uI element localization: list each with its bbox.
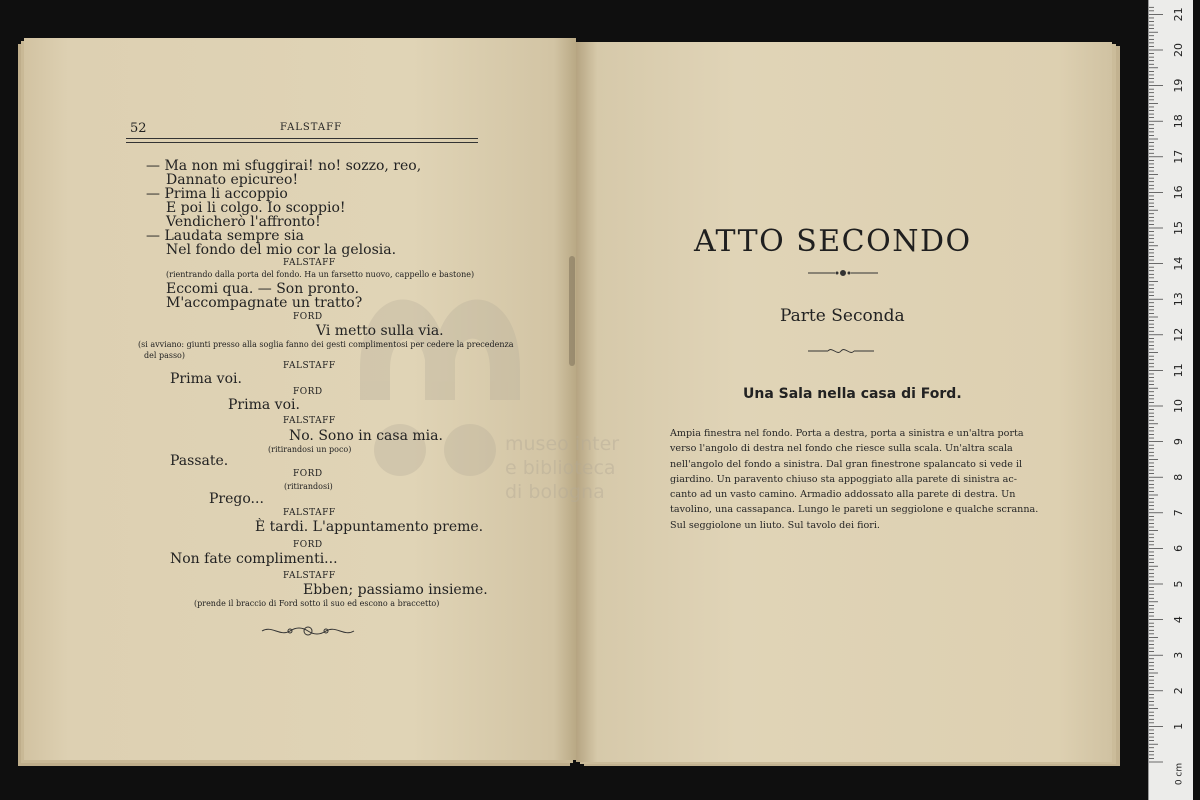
scene-description — [670, 426, 1039, 533]
ruler-number: 7 — [1172, 509, 1185, 517]
description-line: verso l'angolo di destra nel fondo che riesce sulla scala. Un'altra scala — [670, 443, 1013, 455]
description-line: canto ad un vasto camino. Armadio addossato alla parete di destra. Un — [670, 489, 1016, 501]
ruler-number: 3 — [1172, 651, 1185, 659]
verse-line: È tardi. L'appuntamento preme. — [255, 519, 484, 535]
description-line: Ampia finestra nel fondo. Porta a destra, porta a sinistra e un'altra porta — [670, 428, 1024, 439]
act-title: ATTO SECONDO — [694, 224, 972, 259]
verse-line: Vi metto sulla via. — [316, 323, 444, 339]
verse-line: Prego... — [209, 491, 264, 507]
verse-line: — Laudata sempre sia — [146, 228, 304, 244]
ruler-number: 20 — [1172, 43, 1185, 57]
verse-line: Dannato epicureo! — [166, 172, 299, 188]
verse-line: Vendicherò l'affronto! — [166, 214, 321, 230]
ruler-number: 5 — [1172, 580, 1185, 588]
measuring-ruler — [1148, 0, 1193, 800]
watermark-text — [505, 432, 619, 504]
speaker-name: FORD — [293, 312, 323, 322]
ruler-number: 8 — [1172, 473, 1185, 481]
stage-direction: (ritirandosi un poco) — [268, 445, 352, 454]
scene-title: Una Sala nella casa di Ford. — [743, 386, 962, 402]
ruler-number: 17 — [1172, 149, 1185, 164]
ruler-number: 1 — [1172, 722, 1185, 730]
ruler-number: 11 — [1172, 363, 1185, 378]
speaker-name: FALSTAFF — [283, 571, 336, 581]
verse-line: — Ma non mi sfuggirai! no! sozzo, reo, — [146, 158, 422, 174]
watermark-line: museo inter — [505, 433, 620, 455]
stage-direction: del passo) — [144, 351, 185, 360]
description-line: Sul seggiolone un liuto. Sul tavolo dei fiori. — [670, 519, 880, 531]
ruler-number: 2 — [1172, 687, 1185, 695]
ruler-number: 4 — [1172, 616, 1185, 624]
ruler-number: 13 — [1172, 292, 1185, 307]
speaker-name: FALSTAFF — [283, 258, 336, 268]
stage-direction: (si avviano: giunti presso alla soglia fanno dei gesti complimentosi per cedere la precedenza — [138, 340, 514, 349]
right-page — [576, 42, 1112, 762]
verse-line: Prima voi. — [170, 371, 242, 387]
verse-line: Prima voi. — [228, 397, 300, 413]
ruler-scale — [1149, 0, 1193, 800]
title-ornament — [808, 268, 878, 278]
ruler-number: 9 — [1172, 438, 1185, 446]
ruler-number: 12 — [1172, 327, 1185, 342]
speaker-name: FALSTAFF — [283, 508, 336, 518]
verse-line: No. Sono in casa mia. — [289, 428, 443, 444]
description-line: nell'angolo del fondo a sinistra. Dal gran finestrone spalancato si vede il — [670, 458, 1023, 470]
speaker-name: FALSTAFF — [283, 361, 336, 371]
stage-direction: (ritirandosi) — [284, 482, 333, 491]
watermark-line: di bologna — [505, 481, 605, 503]
description-line: giardino. Un paravento chiuso sta appoggiato alla parete di sinistra ac- — [670, 473, 1017, 485]
ruler-number: 6 — [1172, 544, 1185, 552]
part-ornament — [808, 345, 874, 357]
verse-line: E poi li colgo. Io scoppio! — [166, 200, 346, 216]
speaker-name: FORD — [293, 387, 323, 397]
watermark-line: e biblioteca — [505, 457, 616, 479]
speaker-name: FORD — [293, 469, 323, 479]
stage-direction: (rientrando dalla porta del fondo. Ha un farsetto nuovo, cappello e bastone) — [166, 270, 475, 279]
book-gutter — [569, 256, 575, 366]
ruler-unit-label: 0 cm — [1174, 762, 1185, 786]
description-line: tavolino, una cassapanca. Lungo le pareti un seggiolone e qualche scranna. — [670, 504, 1039, 516]
ruler-number: 15 — [1172, 221, 1185, 235]
part-title: Parte Seconda — [780, 306, 905, 326]
ruler-number: 21 — [1172, 7, 1185, 22]
verse-line: — Prima li accoppio — [146, 186, 288, 202]
verse-line: Non fate complimenti... — [170, 551, 338, 567]
verse-line: Passate. — [170, 453, 229, 469]
running-head: FALSTAFF — [280, 122, 343, 133]
ruler-number: 16 — [1172, 185, 1185, 200]
header-rule — [126, 142, 478, 143]
speaker-name: FORD — [293, 540, 323, 550]
stage-direction: (prende il braccio di Ford sotto il suo ed escono a braccetto) — [194, 599, 440, 608]
ruler-number: 19 — [1172, 78, 1185, 93]
ruler-number: 18 — [1172, 114, 1185, 129]
page-number: 52 — [130, 121, 147, 136]
ruler-number: 10 — [1172, 399, 1185, 413]
speaker-name: FALSTAFF — [283, 416, 336, 426]
end-ornament — [258, 622, 358, 640]
left-page — [24, 38, 576, 760]
verse-line: Ebben; passiamo insieme. — [303, 582, 488, 598]
verse-line: M'accompagnate un tratto? — [166, 295, 363, 311]
verse-line: Nel fondo del mio cor la gelosia. — [166, 242, 397, 258]
ruler-number: 14 — [1172, 256, 1185, 271]
verse-line: Eccomi qua. — Son pronto. — [166, 281, 360, 297]
header-rule — [126, 138, 478, 139]
